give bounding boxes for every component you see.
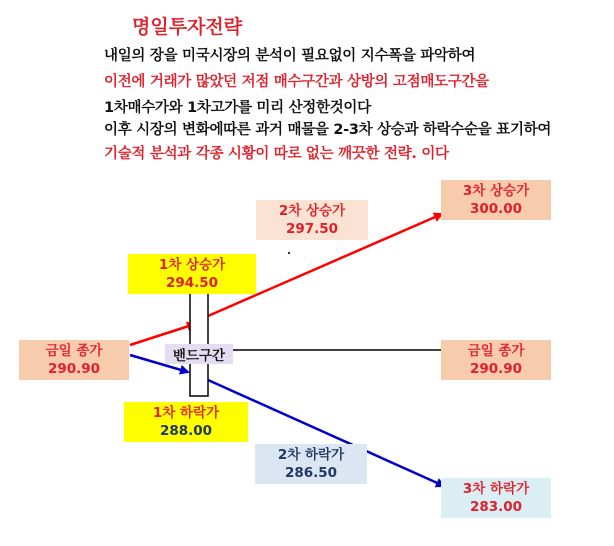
today-close-right-label: 금일 종가 — [467, 343, 525, 359]
fall-2-box — [255, 444, 367, 484]
today-close-left-box — [19, 340, 129, 380]
rise-2-label: 2차 상승가 — [278, 203, 346, 219]
fall-3-label: 3차 하락가 — [462, 481, 530, 497]
today-close-left-value: 290.90 — [47, 361, 101, 377]
description-line-3: 1차매수가와 1차고가를 미리 산정한것이다 — [104, 100, 371, 116]
description-line-2: 이전에 거래가 많았던 저점 매수구간과 상방의 고점매도구간을 — [104, 74, 489, 90]
fall-1-value: 288.00 — [159, 423, 213, 439]
fall-1-box — [124, 402, 248, 442]
today-close-right-box — [441, 340, 551, 380]
rise-1-label: 1차 상승가 — [158, 257, 226, 273]
rise-2-value: 297.50 — [285, 221, 339, 237]
rise-1-value: 294.50 — [165, 275, 219, 291]
rise-3-label: 3차 상승가 — [462, 183, 530, 199]
fall-2-value: 286.50 — [284, 465, 338, 481]
fall-2-label: 2차 하락가 — [277, 447, 345, 463]
today-close-left-label: 금일 종가 — [45, 343, 103, 359]
fall-1-label: 1차 하락가 — [152, 405, 220, 421]
up-arrow-1 — [130, 324, 195, 345]
fall-3-box — [441, 478, 551, 518]
strategy-title: 명일투자전략 — [132, 16, 243, 38]
description-line-1: 내일의 장을 미국시장의 분석이 필요없이 지수폭을 파악하여 — [104, 48, 476, 64]
rise-2-box — [256, 200, 368, 240]
today-close-right-value: 290.90 — [469, 361, 523, 377]
stray-dot — [288, 252, 290, 254]
rise-1-box — [128, 254, 256, 294]
fall-3-value: 283.00 — [469, 499, 523, 515]
description-line-5: 기술적 분석과 각종 시황이 따로 없는 깨끗한 전략. 이다 — [104, 146, 449, 162]
description-line-4: 이후 시장의 변화에따른 과거 매물을 2-3차 상승과 하락수순을 표기하여 — [104, 122, 552, 138]
rise-3-box — [441, 180, 551, 220]
band-label: 밴드구간 — [165, 344, 233, 364]
rise-3-value: 300.00 — [469, 201, 523, 217]
